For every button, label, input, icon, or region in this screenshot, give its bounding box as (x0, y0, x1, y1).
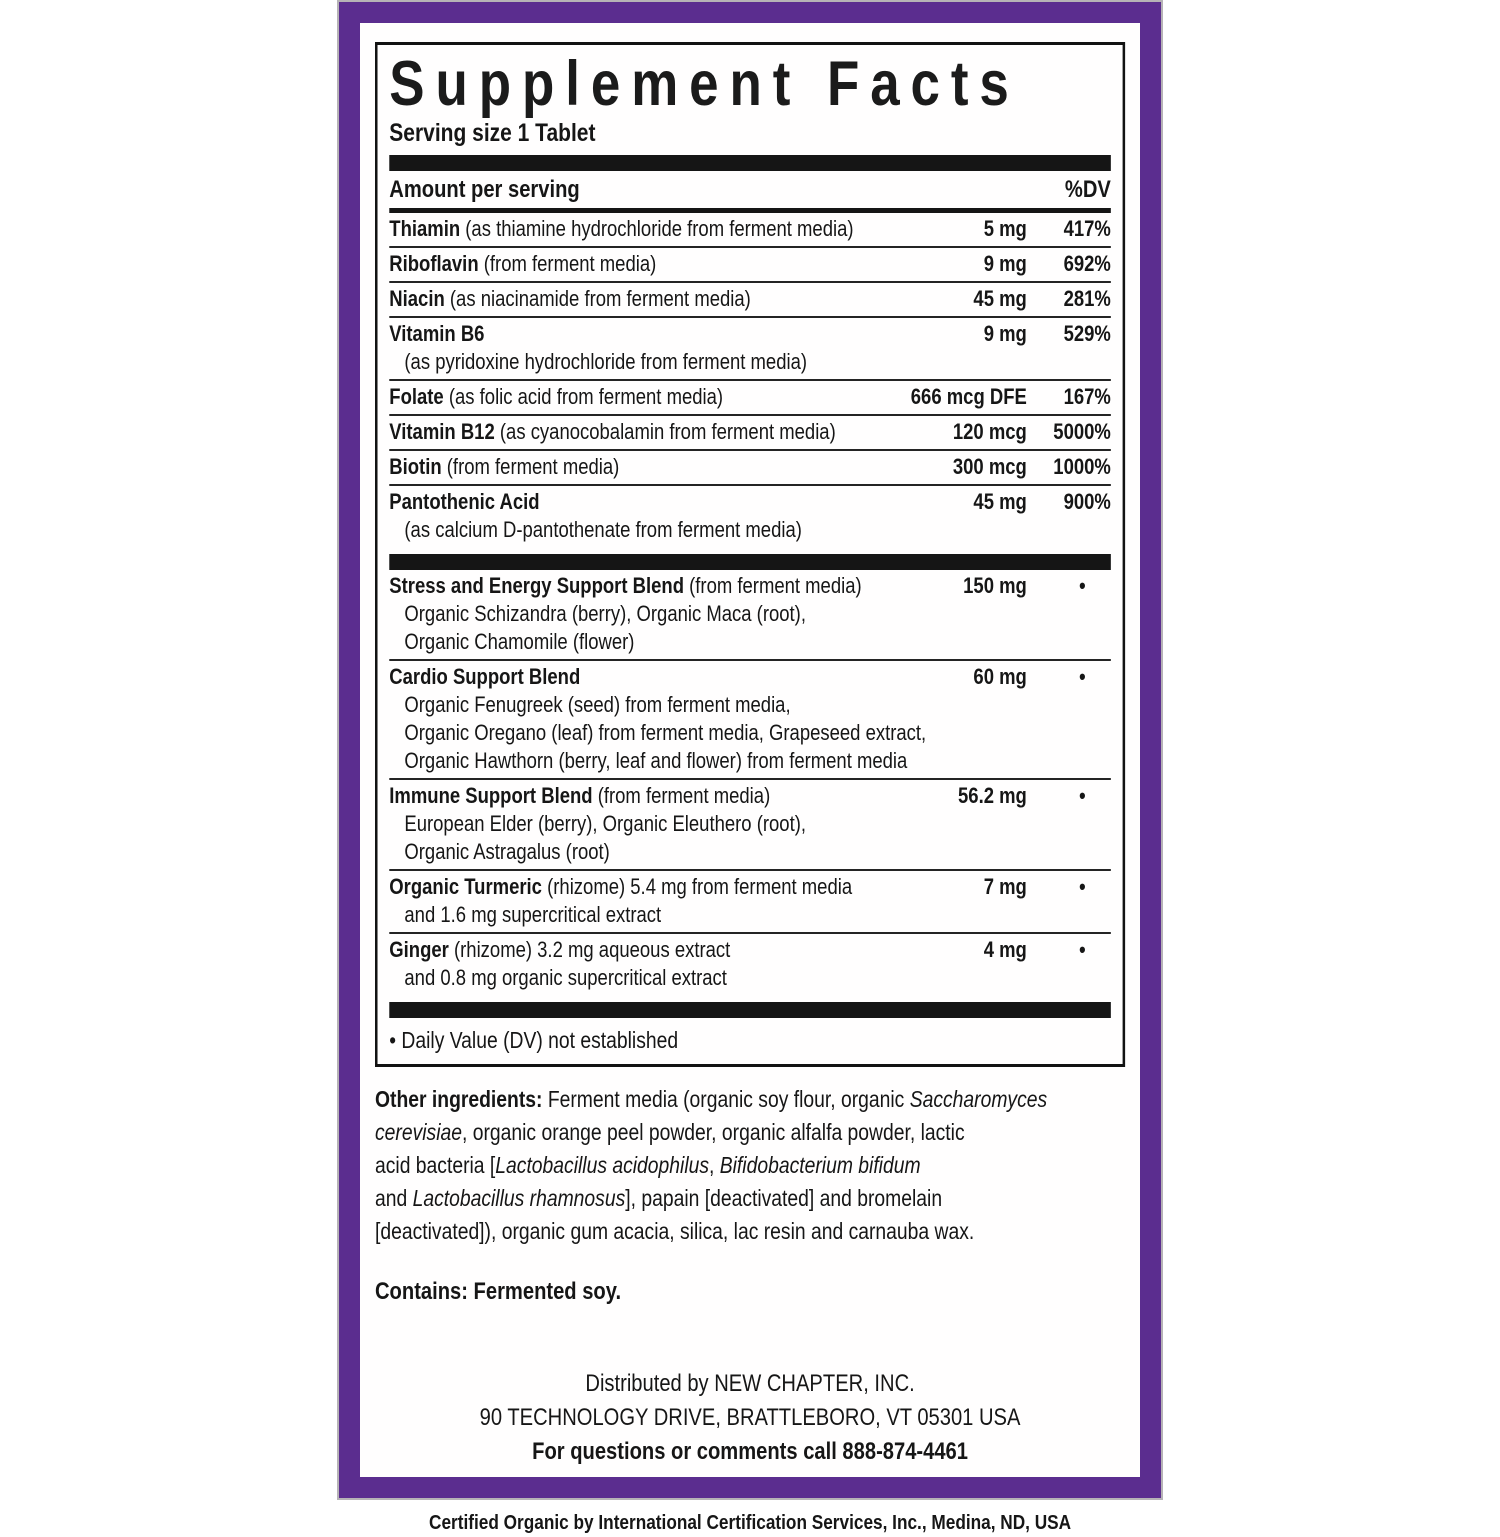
other-ingredients-segment: ], papain [deactivated] and bromelain (625, 1185, 943, 1211)
blend-amount: 150 mg (963, 573, 1027, 598)
blend-row (389, 661, 1111, 780)
nutrient-amount: 45 mg (973, 286, 1027, 311)
other-ingredients-line (375, 1083, 1125, 1116)
blend-row (389, 871, 1111, 934)
nutrient-row (389, 451, 1111, 486)
other-ingredients-segment: cerevisiae (375, 1119, 462, 1145)
other-ingredients-segment: Bifidobacterium bifidum (719, 1152, 921, 1178)
nutrient-daily-value: 417% (1063, 216, 1111, 241)
other-ingredients-segment: , organic orange peel powder, organic alfalfa powder, lactic (461, 1119, 965, 1145)
blend-subline: Organic Astragalus (root) (404, 839, 610, 864)
nutrient-daily-value: 529% (1063, 321, 1111, 346)
nutrient-amount: 9 mg (983, 321, 1027, 346)
nutrient-name: Riboflavin (389, 251, 479, 276)
nutrient-amount: 120 mcg (952, 419, 1027, 444)
blend-subline: and 0.8 mg organic supercritical extract (404, 965, 727, 990)
serving-size: Serving size 1 Tablet (389, 119, 596, 147)
blend-name: Immune Support Blend (389, 783, 593, 808)
blend-row-text (389, 873, 907, 901)
nutrient-name: Vitamin B12 (389, 419, 495, 444)
blend-row-text (389, 663, 907, 691)
nutrient-description: (as folic acid from ferment media) (448, 384, 724, 409)
other-ingredients-line (375, 1149, 1125, 1182)
other-ingredients-segment: Saccharomyces (909, 1086, 1048, 1112)
blend-row (389, 780, 1111, 871)
other-ingredients-segment: [deactivated]), organic gum acacia, silica, lac resin and carnauba wax. (375, 1218, 975, 1244)
nutrient-row-main-line (389, 383, 1111, 411)
blend-daily-value: • (1079, 874, 1086, 899)
other-ingredients-line (375, 1182, 1125, 1215)
nutrient-description: (from ferment media) (483, 251, 657, 276)
nutrient-description: (as cyanocobalamin from ferment media) (499, 419, 836, 444)
blend-amount: 4 mg (983, 937, 1027, 962)
blend-subline: European Elder (berry), Organic Eleuthero (root), (404, 811, 807, 836)
blend-description: (rhizome) 3.2 mg aqueous extract (453, 937, 731, 962)
other-ingredients-segment: Ferment media (organic soy flour, organic (547, 1086, 910, 1112)
nutrient-amount: 45 mg (973, 489, 1027, 514)
nutrient-row-main-line (389, 453, 1111, 481)
blend-daily-value: • (1079, 573, 1086, 598)
blend-row-main-line (389, 782, 1111, 810)
supplement-label (337, 0, 1163, 1534)
blend-row-main-line (389, 572, 1111, 600)
blend-name: Ginger (389, 937, 449, 962)
blend-name: Organic Turmeric (389, 874, 542, 899)
blend-name: Cardio Support Blend (389, 664, 581, 689)
nutrient-name: Pantothenic Acid (389, 489, 540, 514)
nutrient-row-text (389, 320, 907, 348)
nutrient-row (389, 416, 1111, 451)
distributor-line: Distributed by NEW CHAPTER, INC. (585, 1370, 915, 1397)
nutrient-amount: 666 mcg DFE (910, 384, 1027, 409)
nutrient-row-main-line (389, 320, 1111, 348)
nutrient-row-main-line (389, 285, 1111, 313)
distributor-address: 90 TECHNOLOGY DRIVE, BRATTLEBORO, VT 05301 USA (479, 1404, 1021, 1431)
label-condensed-wrapper (375, 42, 1125, 1537)
nutrient-row (389, 283, 1111, 318)
blend-row-text (389, 572, 907, 600)
blend-subline: Organic Schizandra (berry), Organic Maca (root), (404, 601, 806, 626)
blend-subline: Organic Oregano (leaf) from ferment media, Grapeseed extract, (404, 720, 927, 745)
allergen-statement: Contains: Fermented soy. (375, 1278, 622, 1305)
nutrient-subline: (as calcium D-pantothenate from ferment media) (404, 517, 802, 542)
nutrient-subline: (as pyridoxine hydrochloride from ferment media) (404, 349, 808, 374)
distributor-block (375, 1367, 1125, 1469)
blend-row (389, 570, 1111, 661)
nutrient-daily-value: 5000% (1053, 419, 1111, 444)
supplement-facts-panel (375, 42, 1125, 1067)
other-ingredients-segment: Other ingredients: (375, 1086, 548, 1112)
blend-daily-value: • (1079, 937, 1086, 962)
nutrient-rows (389, 213, 1111, 547)
blend-description: (rhizome) 5.4 mg from ferment media (547, 874, 853, 899)
blend-subline: Organic Fenugreek (seed) from ferment media, (404, 692, 791, 717)
nutrient-daily-value: 692% (1063, 251, 1111, 276)
nutrient-row-text (389, 453, 907, 481)
nutrient-row (389, 486, 1111, 547)
other-ingredients-segment: and (375, 1185, 413, 1211)
certification-statement: Certified Organic by International Certification Services, Inc., Medina, ND, USA (429, 1511, 1072, 1534)
nutrient-row (389, 381, 1111, 416)
blend-subline: and 1.6 mg supercritical extract (404, 902, 662, 927)
divider-bar-thick (389, 554, 1111, 570)
column-header-row (389, 171, 1111, 213)
divider-bar-thick (389, 1002, 1111, 1018)
blend-amount: 60 mg (973, 664, 1027, 689)
nutrient-row-main-line (389, 418, 1111, 446)
nutrient-row (389, 213, 1111, 248)
nutrient-name: Niacin (389, 286, 445, 311)
blend-daily-value: • (1079, 664, 1086, 689)
other-ingredients-segment: acid bacteria [ (375, 1152, 496, 1178)
nutrient-row-main-line (389, 488, 1111, 516)
blend-daily-value: • (1079, 783, 1086, 808)
daily-value-footnote: • Daily Value (DV) not established (389, 1027, 679, 1053)
nutrient-row-text (389, 383, 907, 411)
nutrient-row-text (389, 250, 907, 278)
nutrient-amount: 9 mg (983, 251, 1027, 276)
blend-row-main-line (389, 873, 1111, 901)
label-content (360, 23, 1140, 1534)
nutrient-row (389, 248, 1111, 283)
nutrient-row-text (389, 488, 907, 516)
blend-subline: Organic Hawthorn (berry, leaf and flower) from ferment media (404, 748, 908, 773)
column-header-amount: Amount per serving (389, 176, 580, 203)
other-ingredients-line (375, 1215, 1125, 1248)
panel-title: Supplement Facts (389, 49, 1020, 119)
nutrient-name: Biotin (389, 454, 442, 479)
nutrient-row-text (389, 285, 907, 313)
nutrient-description: (as niacinamide from ferment media) (449, 286, 751, 311)
nutrient-daily-value: 1000% (1053, 454, 1111, 479)
nutrient-daily-value: 900% (1063, 489, 1111, 514)
other-ingredients-paragraph (375, 1083, 1125, 1248)
distributor-phone: For questions or comments call 888-874-4461 (532, 1438, 968, 1465)
nutrient-name: Thiamin (389, 216, 461, 241)
column-header-dv: %DV (1064, 176, 1111, 203)
blend-row-main-line (389, 663, 1111, 691)
blend-amount: 7 mg (983, 874, 1027, 899)
divider-bar-thick (389, 155, 1111, 171)
nutrient-row (389, 318, 1111, 381)
nutrient-description: (from ferment media) (446, 454, 620, 479)
blend-rows (389, 570, 1111, 995)
nutrient-row-text (389, 418, 907, 446)
nutrient-amount: 300 mcg (952, 454, 1027, 479)
blend-name: Stress and Energy Support Blend (389, 573, 684, 598)
blend-row-text (389, 936, 907, 964)
blend-amount: 56.2 mg (958, 783, 1027, 808)
other-ingredients-line (375, 1116, 1125, 1149)
nutrient-name: Folate (389, 384, 444, 409)
nutrient-amount: 5 mg (983, 216, 1027, 241)
other-ingredients-segment: Lactobacillus rhamnosus (412, 1185, 626, 1211)
blend-subline: Organic Chamomile (flower) (404, 629, 635, 654)
blend-description: (from ferment media) (597, 783, 771, 808)
nutrient-description: (as thiamine hydrochloride from ferment media) (465, 216, 854, 241)
nutrient-row-text (389, 215, 907, 243)
nutrient-daily-value: 281% (1063, 286, 1111, 311)
blend-row-main-line (389, 936, 1111, 964)
nutrient-daily-value: 167% (1063, 384, 1111, 409)
nutrient-row-main-line (389, 215, 1111, 243)
blend-row-text (389, 782, 907, 810)
nutrient-row-main-line (389, 250, 1111, 278)
nutrient-name: Vitamin B6 (389, 321, 485, 346)
blend-row (389, 934, 1111, 995)
blend-description: (from ferment media) (689, 573, 862, 598)
other-ingredients-segment: Lactobacillus acidophilus (495, 1152, 710, 1178)
other-ingredients-segment: , (709, 1152, 720, 1178)
